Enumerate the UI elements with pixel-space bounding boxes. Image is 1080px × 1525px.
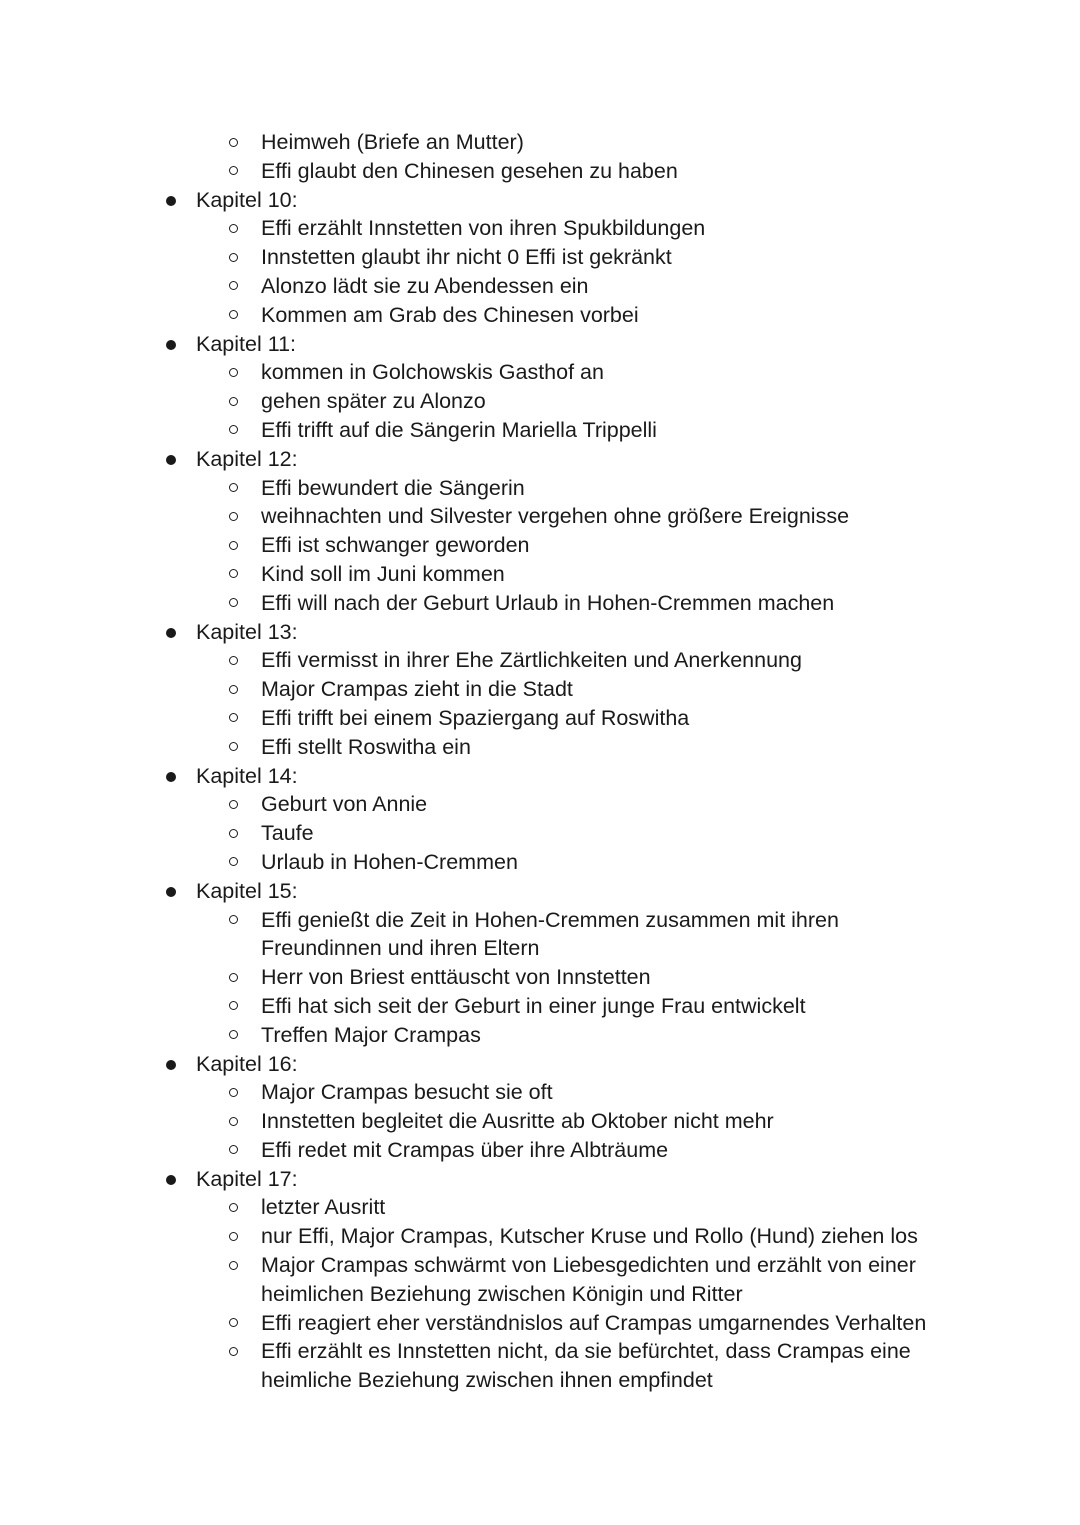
- item-text: Effi reagiert eher verständnislos auf Crampas umgarnendes Verhalten: [261, 1310, 927, 1335]
- chapter-heading: [0, 762, 1080, 791]
- hollow-bullet-icon: [229, 973, 238, 982]
- list-item: [0, 272, 1080, 301]
- list-item: [0, 502, 1080, 531]
- item-text: heimliche Beziehung zwischen ihnen empfindet: [261, 1368, 713, 1393]
- chapter-heading: [0, 445, 1080, 474]
- item-text: letzter Ausritt: [261, 1195, 386, 1220]
- list-item: [0, 1251, 1080, 1280]
- hollow-bullet-icon: [229, 310, 238, 319]
- filled-bullet-icon: [166, 772, 176, 782]
- item-text: heimlichen Beziehung zwischen Königin und Ritter: [261, 1281, 743, 1306]
- item-text: Effi genießt die Zeit in Hohen-Cremmen zusammen mit ihren: [261, 907, 839, 932]
- list-item: [0, 675, 1080, 704]
- item-text: Effi hat sich seit der Geburt in einer junge Frau entwickelt: [261, 993, 806, 1018]
- filled-bullet-icon: [166, 887, 176, 897]
- item-text: Kind soll im Juni kommen: [261, 561, 505, 586]
- list-item: [0, 128, 1080, 157]
- hollow-bullet-icon: [229, 800, 238, 809]
- filled-bullet-icon: [166, 340, 176, 350]
- list-item: [0, 819, 1080, 848]
- item-text: gehen später zu Alonzo: [261, 389, 486, 414]
- hollow-bullet-icon: [229, 512, 238, 521]
- list-item-continuation: [0, 1280, 1080, 1309]
- list-item-continuation: [0, 1366, 1080, 1395]
- list-item: [0, 848, 1080, 877]
- hollow-bullet-icon: [229, 138, 238, 147]
- list-item: [0, 214, 1080, 243]
- list-item: [0, 1021, 1080, 1050]
- item-text: Effi erzählt Innstetten von ihren Spukbildungen: [261, 216, 706, 241]
- chapter-heading: [0, 618, 1080, 647]
- item-text: Effi glaubt den Chinesen gesehen zu haben: [261, 158, 678, 183]
- item-text: Freundinnen und ihren Eltern: [261, 936, 540, 961]
- hollow-bullet-icon: [229, 368, 238, 377]
- item-text: Effi stellt Roswitha ein: [261, 734, 471, 759]
- list-item: [0, 243, 1080, 272]
- item-text: Effi trifft auf die Sängerin Mariella Trippelli: [261, 417, 657, 442]
- filled-bullet-icon: [166, 196, 176, 206]
- list-item: [0, 387, 1080, 416]
- hollow-bullet-icon: [229, 224, 238, 233]
- hollow-bullet-icon: [229, 857, 238, 866]
- list-item: [0, 1222, 1080, 1251]
- chapter-heading: [0, 186, 1080, 215]
- hollow-bullet-icon: [229, 1001, 238, 1010]
- item-text: Major Crampas besucht sie oft: [261, 1080, 553, 1105]
- hollow-bullet-icon: [229, 829, 238, 838]
- hollow-bullet-icon: [229, 1232, 238, 1241]
- chapter-title: Kapitel 12:: [196, 446, 298, 471]
- item-text: Geburt von Annie: [261, 792, 428, 817]
- item-text: Effi vermisst in ihrer Ehe Zärtlichkeiten und Anerkennung: [261, 648, 802, 673]
- hollow-bullet-icon: [229, 541, 238, 550]
- chapter-title: Kapitel 14:: [196, 763, 298, 788]
- list-item: [0, 301, 1080, 330]
- item-text: Effi erzählt es Innstetten nicht, da sie befürchtet, dass Crampas eine: [261, 1339, 911, 1364]
- item-text: kommen in Golchowskis Gasthof an: [261, 360, 604, 385]
- list-item: [0, 589, 1080, 618]
- hollow-bullet-icon: [229, 1318, 238, 1327]
- filled-bullet-icon: [166, 1060, 176, 1070]
- hollow-bullet-icon: [229, 397, 238, 406]
- hollow-bullet-icon: [229, 1088, 238, 1097]
- item-text: Innstetten glaubt ihr nicht 0 Effi ist gekränkt: [261, 245, 672, 270]
- item-text: Taufe: [261, 821, 314, 846]
- hollow-bullet-icon: [229, 742, 238, 751]
- hollow-bullet-icon: [229, 1145, 238, 1154]
- list-item: [0, 1107, 1080, 1136]
- list-item: [0, 358, 1080, 387]
- item-text: Effi ist schwanger geworden: [261, 533, 530, 558]
- item-text: Alonzo lädt sie zu Abendessen ein: [261, 273, 589, 298]
- list-item: [0, 1337, 1080, 1366]
- item-text: Kommen am Grab des Chinesen vorbei: [261, 302, 639, 327]
- hollow-bullet-icon: [229, 713, 238, 722]
- list-item: [0, 1309, 1080, 1338]
- filled-bullet-icon: [166, 455, 176, 465]
- hollow-bullet-icon: [229, 1030, 238, 1039]
- hollow-bullet-icon: [229, 253, 238, 262]
- list-item: [0, 416, 1080, 445]
- item-text: Major Crampas zieht in die Stadt: [261, 677, 573, 702]
- hollow-bullet-icon: [229, 1203, 238, 1212]
- list-item-continuation: [0, 934, 1080, 963]
- item-text: Innstetten begleitet die Ausritte ab Oktober nicht mehr: [261, 1109, 774, 1134]
- chapter-title: Kapitel 15:: [196, 878, 298, 903]
- hollow-bullet-icon: [229, 656, 238, 665]
- item-text: weihnachten und Silvester vergehen ohne größere Ereignisse: [261, 504, 850, 529]
- chapter-heading: [0, 1050, 1080, 1079]
- hollow-bullet-icon: [229, 1347, 238, 1356]
- list-item: [0, 790, 1080, 819]
- list-item: [0, 1078, 1080, 1107]
- list-item: [0, 992, 1080, 1021]
- list-item: [0, 704, 1080, 733]
- list-item: [0, 560, 1080, 589]
- list-item: [0, 474, 1080, 503]
- list-item: [0, 531, 1080, 560]
- hollow-bullet-icon: [229, 598, 238, 607]
- hollow-bullet-icon: [229, 166, 238, 175]
- item-text: Heimweh (Briefe an Mutter): [261, 130, 524, 154]
- item-text: Major Crampas schwärmt von Liebesgedichten und erzählt von einer: [261, 1253, 916, 1278]
- chapter-heading: [0, 330, 1080, 359]
- item-text: Effi trifft bei einem Spaziergang auf Roswitha: [261, 705, 690, 730]
- hollow-bullet-icon: [229, 483, 238, 492]
- list-item: [0, 1136, 1080, 1165]
- list-item: [0, 1193, 1080, 1222]
- list-item: [0, 733, 1080, 762]
- chapter-title: Kapitel 17:: [196, 1166, 298, 1191]
- hollow-bullet-icon: [229, 281, 238, 290]
- chapter-title: Kapitel 11:: [196, 331, 297, 356]
- list-item: [0, 963, 1080, 992]
- hollow-bullet-icon: [229, 1261, 238, 1270]
- item-text: Treffen Major Crampas: [261, 1022, 481, 1047]
- hollow-bullet-icon: [229, 569, 238, 578]
- hollow-bullet-icon: [229, 1117, 238, 1126]
- list-item: [0, 906, 1080, 935]
- hollow-bullet-icon: [229, 425, 238, 434]
- chapter-title: Kapitel 13:: [196, 619, 298, 644]
- item-text: Effi redet mit Crampas über ihre Albträume: [261, 1137, 669, 1162]
- hollow-bullet-icon: [229, 685, 238, 694]
- item-text: Effi will nach der Geburt Urlaub in Hohen-Cremmen machen: [261, 590, 835, 615]
- notes-page: [0, 128, 1080, 1395]
- item-text: Urlaub in Hohen-Cremmen: [261, 849, 518, 874]
- filled-bullet-icon: [166, 1175, 176, 1185]
- item-text: Herr von Briest enttäuscht von Innstetten: [261, 965, 651, 990]
- filled-bullet-icon: [166, 628, 176, 638]
- hollow-bullet-icon: [229, 915, 238, 924]
- chapter-title: Kapitel 16:: [196, 1051, 298, 1076]
- chapter-heading: [0, 1165, 1080, 1194]
- chapter-title: Kapitel 10:: [196, 187, 298, 212]
- list-item: [0, 646, 1080, 675]
- item-text: nur Effi, Major Crampas, Kutscher Kruse und Rollo (Hund) ziehen los: [261, 1224, 918, 1249]
- list-item: [0, 157, 1080, 186]
- chapter-heading: [0, 877, 1080, 906]
- item-text: Effi bewundert die Sängerin: [261, 475, 525, 500]
